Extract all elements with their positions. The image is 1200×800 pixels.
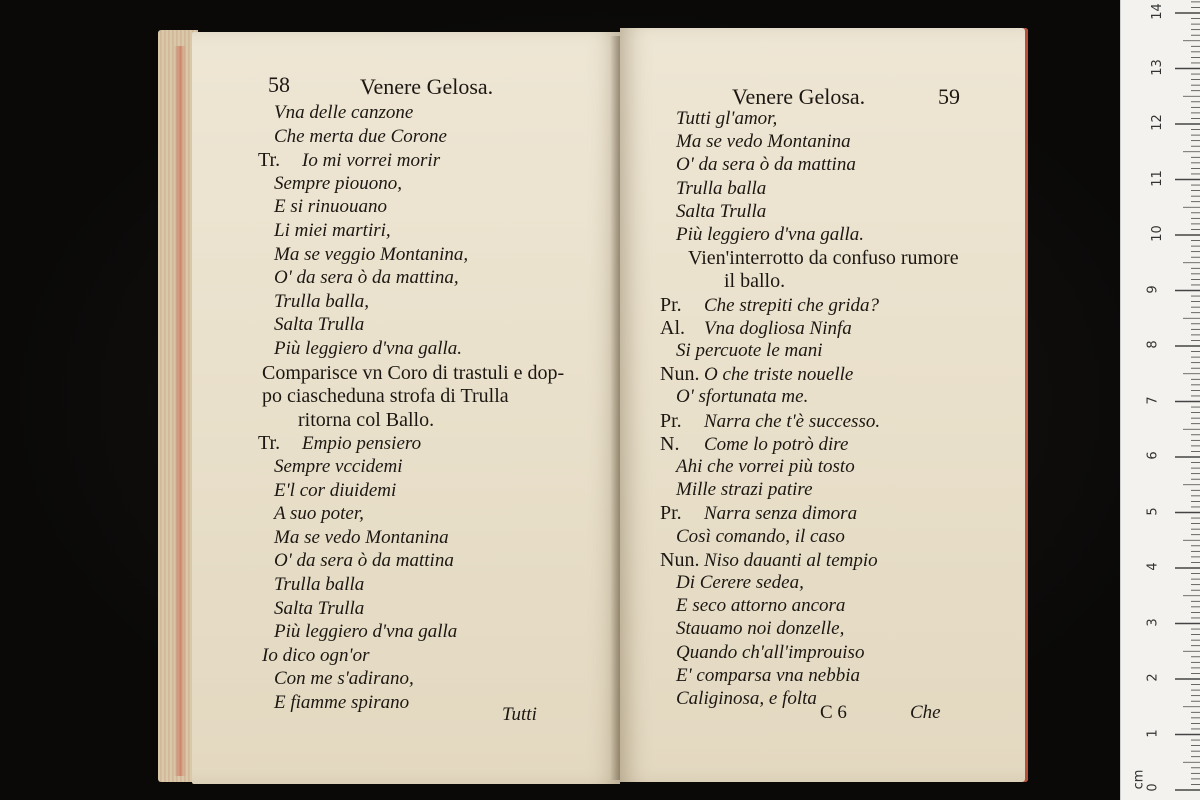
left-catchword: Tutti: [502, 704, 537, 725]
verse-text: Mille strazi patire: [676, 479, 813, 501]
ruler-number: 10: [1149, 225, 1165, 242]
left-page-line: [274, 338, 462, 360]
left-page-line: [274, 550, 454, 572]
speaker-label: Tr.: [258, 149, 281, 172]
right-page-line: [676, 688, 817, 710]
left-page-line: [274, 126, 447, 148]
right-page-line: [660, 363, 853, 386]
ruler-unit: cm: [1131, 769, 1147, 790]
verse-text: Narra che t'è successo.: [704, 410, 881, 432]
right-page-line: [676, 572, 804, 594]
right-text-block: [620, 28, 1028, 782]
left-page-line: [274, 244, 468, 266]
ruler-number: 7: [1145, 395, 1161, 405]
speaker-label: Pr.: [660, 409, 682, 432]
left-page-line: [274, 456, 403, 478]
left-page-line: [274, 621, 457, 643]
verse-text: Comparisce vn Coro di trastuli e dop-: [262, 361, 565, 384]
verse-text: Salta Trulla: [274, 597, 365, 619]
left-page-line: [274, 291, 369, 313]
ruler-number: 4: [1145, 562, 1161, 571]
verse-text: Ahi che vorrei più tosto: [676, 456, 855, 477]
right-page-line: [676, 479, 813, 501]
verse-text: Salta Trulla: [274, 314, 365, 336]
verse-text: Che merta due Corone: [274, 125, 447, 147]
verse-text: ritorna col Ballo.: [298, 408, 435, 431]
verse-text: il ballo.: [724, 270, 786, 293]
left-page-line: [258, 149, 440, 172]
verse-text: Quando ch'all'improuiso: [676, 641, 865, 663]
verse-text: Vien'interrotto da confuso rumore: [688, 247, 959, 270]
speaker-label: Pr.: [660, 502, 682, 525]
verse-text: Più leggiero d'vna galla.: [274, 338, 463, 359]
verse-text: Più leggiero d'vna galla.: [676, 224, 865, 245]
verse-text: Sempre vccidemi: [274, 456, 403, 477]
verse-text: Con me s'adirano,: [274, 668, 414, 690]
right-page-line: [676, 595, 845, 617]
ruler-number: 6: [1145, 451, 1161, 460]
speaker-label: Pr.: [660, 293, 682, 316]
left-page-line: [274, 480, 396, 502]
verse-text: E seco attorno ancora: [676, 595, 846, 617]
left-page-line: [274, 314, 364, 336]
verse-text: Come lo potrò dire: [704, 433, 849, 455]
right-page-line: [724, 270, 785, 292]
left-text-block: [192, 32, 620, 784]
left-page-line: [274, 220, 391, 242]
open-book: [158, 16, 1030, 784]
verse-text: Io mi vorrei morir: [302, 150, 441, 172]
verse-text: Trulla balla: [274, 574, 365, 595]
signature-mark: C 6: [820, 702, 847, 723]
left-page-line: [274, 503, 364, 525]
verse-text: Più leggiero d'vna galla: [274, 621, 458, 643]
measuring-ruler: [1120, 0, 1200, 800]
verse-text: Trulla balla,: [274, 290, 370, 312]
right-page-line: [676, 526, 845, 548]
verse-text: Ma se vedo Montanina: [676, 131, 851, 153]
right-page-line: [676, 665, 860, 687]
left-page-line: [262, 362, 564, 384]
verse-text: E' comparsa vna nebbia: [676, 664, 861, 686]
verse-text: Caliginosa, e folta: [676, 688, 817, 709]
verse-text: Stauamo noi donzelle,: [676, 618, 845, 640]
right-page-line: [660, 317, 852, 340]
left-page-line: [298, 409, 434, 431]
left-page-line: [274, 102, 413, 124]
speaker-label: N.: [660, 432, 680, 455]
verse-text: po ciascheduna strofa di Trulla: [262, 385, 509, 408]
right-page-line: [660, 549, 878, 572]
left-page-line: [274, 692, 409, 714]
verse-text: E'l cor diuidemi: [274, 479, 397, 501]
verse-text: Ma se veggio Montanina,: [274, 243, 469, 265]
right-page-line: [660, 502, 857, 525]
verse-text: O' da sera ò da mattina: [676, 154, 856, 176]
left-page-number: 58: [268, 72, 290, 97]
ruler-number: 9: [1145, 284, 1161, 294]
left-page: [192, 32, 620, 784]
right-catchword: Che: [910, 702, 941, 723]
left-running-head: Venere Gelosa.: [360, 74, 494, 99]
verse-text: Sempre piouono,: [274, 172, 403, 194]
verse-text: O che triste nouelle: [704, 364, 854, 386]
left-page-line: [274, 267, 459, 289]
ruler-number: 14: [1149, 3, 1165, 20]
verse-text: Li miei martiri,: [274, 220, 391, 241]
right-running-head: Venere Gelosa.: [732, 84, 866, 109]
ruler-number: 2: [1145, 673, 1161, 682]
verse-text: A suo poter,: [274, 503, 364, 525]
verse-text: Niso dauanti al tempio: [704, 549, 878, 571]
right-page-line: [676, 224, 864, 246]
verse-text: Che strepiti che grida?: [704, 294, 880, 316]
speaker-label: Nun.: [660, 548, 700, 571]
speaker-label: Al.: [660, 316, 685, 339]
ruler-number: 8: [1145, 340, 1161, 349]
verse-text: Trulla balla: [676, 177, 767, 199]
left-page-line: [274, 668, 414, 690]
left-page-line: [274, 574, 364, 596]
ruler-number: 5: [1145, 506, 1161, 516]
left-page-line: [274, 598, 364, 620]
right-page-line: [676, 340, 823, 362]
right-page-line: [676, 201, 766, 223]
verse-text: Empio pensiero: [302, 433, 422, 455]
right-page-line: [660, 410, 880, 433]
right-page-number: 59: [938, 84, 960, 109]
right-page-line: [676, 154, 856, 176]
left-page-line: [274, 196, 387, 218]
verse-text: E fiamme spirano: [274, 692, 410, 713]
left-page-line: [258, 432, 421, 455]
right-page: [620, 28, 1028, 782]
speaker-label: Nun.: [660, 363, 700, 386]
ruler-number: 1: [1145, 728, 1161, 738]
ruler-number: 0: [1145, 783, 1161, 792]
left-page-line: [262, 385, 509, 407]
verse-text: O' sfortunata me.: [676, 386, 809, 408]
right-page-line: [676, 131, 851, 153]
speaker-label: Tr.: [258, 432, 281, 455]
right-page-line: [676, 618, 844, 640]
verse-text: Narra senza dimora: [704, 503, 858, 525]
ruler-number: 13: [1149, 58, 1165, 76]
verse-text: Si percuote le mani: [676, 340, 823, 361]
left-page-line: [274, 173, 402, 195]
verse-text: Vna delle canzone: [274, 102, 414, 123]
right-page-line: [676, 178, 766, 200]
ruler-number: 12: [1149, 114, 1165, 131]
verse-text: O' da sera ò da mattina,: [274, 267, 459, 289]
ruler-number: 3: [1145, 617, 1161, 627]
left-page-line: [262, 645, 370, 667]
right-page-line: [660, 294, 879, 317]
verse-text: E si rinuouano: [274, 196, 387, 218]
right-page-line: [676, 108, 777, 130]
verse-text: Ma se vedo Montanina: [274, 526, 449, 548]
verse-text: Così comando, il caso: [676, 525, 845, 547]
verse-text: Di Cerere sedea,: [676, 572, 804, 593]
verse-text: Salta Trulla: [676, 200, 767, 222]
right-page-line: [676, 642, 864, 664]
verse-text: O' da sera ò da mattina: [274, 550, 454, 572]
right-page-line: [676, 386, 808, 408]
ruler-number: 11: [1149, 169, 1165, 187]
right-page-line: [676, 456, 855, 478]
red-edge-stain: [174, 46, 186, 776]
left-page-line: [274, 527, 449, 549]
verse-text: Tutti gl'amor,: [676, 108, 778, 129]
verse-text: Vna dogliosa Ninfa: [704, 317, 852, 339]
right-page-line: [660, 433, 848, 456]
right-page-line: [688, 247, 959, 269]
verse-text: Io dico ogn'or: [262, 644, 370, 666]
